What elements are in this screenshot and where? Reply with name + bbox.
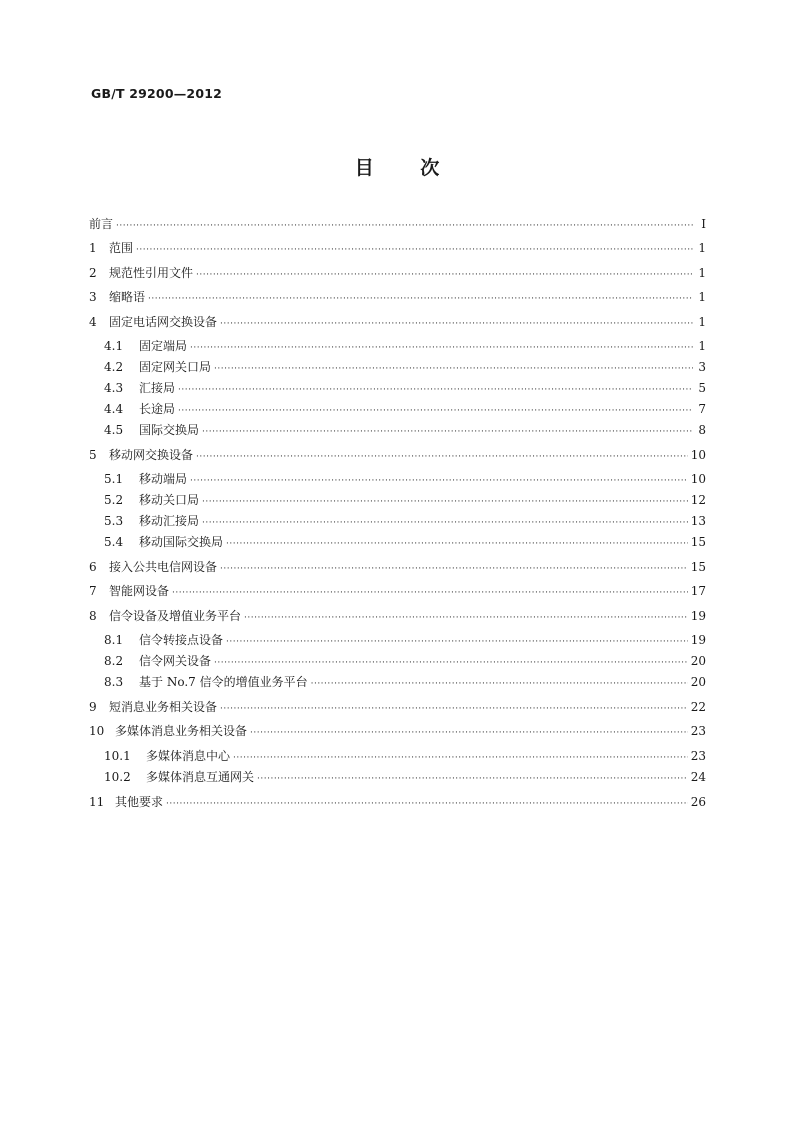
toc-entry[interactable] <box>89 313 706 330</box>
toc-entry[interactable] <box>89 512 706 529</box>
toc-entry-page: 12 <box>690 493 706 507</box>
toc-entry-label: 信令转接点设备 <box>139 633 224 647</box>
toc-entry-label: 短消息业务相关设备 <box>109 700 218 714</box>
toc-entry-page: 1 <box>698 241 706 255</box>
toc-entry[interactable] <box>89 673 706 690</box>
toc-entry-page: 1 <box>698 290 706 304</box>
toc-entry-number: 4.4 <box>104 402 124 416</box>
toc-entry-number: 1 <box>89 241 97 255</box>
toc-entry-label: 移动端局 <box>139 472 188 486</box>
toc-entry-label: 固定网关口局 <box>139 360 212 374</box>
toc-entry-page: 26 <box>690 795 706 809</box>
toc-entry-number: 2 <box>89 266 97 280</box>
toc-entry-label: 移动关口局 <box>139 493 200 507</box>
toc-entry[interactable] <box>89 358 706 375</box>
toc-entry[interactable] <box>89 558 706 575</box>
toc-entry-page: 23 <box>690 749 706 763</box>
toc-entry-page: 15 <box>690 560 706 574</box>
toc-entry-number: 7 <box>89 584 97 598</box>
toc-entry-page: 10 <box>690 448 706 462</box>
toc-entry[interactable] <box>89 239 706 256</box>
toc-entry-label: 接入公共电信网设备 <box>109 560 218 574</box>
toc-entry-page: 5 <box>698 381 706 395</box>
toc-dot-leader <box>202 497 688 507</box>
toc-entry-page: 20 <box>690 675 706 689</box>
toc-entry[interactable] <box>89 379 706 396</box>
toc-entry-label: 移动汇接局 <box>139 514 200 528</box>
toc-entry[interactable] <box>89 470 706 487</box>
toc-dot-leader <box>116 221 693 231</box>
toc-entry[interactable] <box>89 793 706 810</box>
toc-entry-number: 10.1 <box>104 749 131 763</box>
toc-entry-label: 信令设备及增值业务平台 <box>109 609 242 623</box>
toc-entry-number: 3 <box>89 290 97 304</box>
toc-entry-number: 8.1 <box>104 633 124 647</box>
toc-entry-label: 多媒体消息互通网关 <box>146 770 255 784</box>
toc-entry-label: 信令网关设备 <box>139 654 212 668</box>
toc-entry[interactable] <box>89 533 706 550</box>
toc-entry-label: 移动国际交换局 <box>139 535 224 549</box>
toc-entry-number: 5.2 <box>104 493 124 507</box>
toc-entry[interactable] <box>89 768 706 785</box>
toc-dot-leader <box>202 518 688 528</box>
toc-entry-number: 4.1 <box>104 339 124 353</box>
toc-entry-label: 规范性引用文件 <box>109 266 194 280</box>
toc-entry[interactable] <box>89 215 706 232</box>
toc-entry[interactable] <box>89 652 706 669</box>
toc-entry-label: 国际交换局 <box>139 423 200 437</box>
toc-entry-label: 多媒体消息中心 <box>146 749 231 763</box>
toc-entry-number: 10.2 <box>104 770 131 784</box>
toc-dot-leader <box>220 319 693 329</box>
toc-entry-page: 3 <box>698 360 706 374</box>
toc-dot-leader <box>220 704 688 714</box>
toc-dot-leader <box>166 799 688 809</box>
toc-entry-page: 15 <box>690 535 706 549</box>
toc-entry-page: 10 <box>690 472 706 486</box>
toc-dot-leader <box>214 658 688 668</box>
toc-dot-leader <box>250 728 688 738</box>
toc-entry[interactable] <box>89 337 706 354</box>
toc-entry-page: 19 <box>690 633 706 647</box>
toc-entry-number: 6 <box>89 560 97 574</box>
toc-entry[interactable] <box>89 421 706 438</box>
toc-entry-number: 5 <box>89 448 97 462</box>
toc-entry-page: 13 <box>690 514 706 528</box>
toc-entry[interactable] <box>89 631 706 648</box>
toc-entry-label: 固定电话网交换设备 <box>109 315 218 329</box>
standard-code: GB/T 29200—2012 <box>91 86 223 101</box>
toc-entry-label: 范围 <box>109 241 134 255</box>
toc-entry-number: 4.2 <box>104 360 124 374</box>
toc-entry-number: 9 <box>89 700 97 714</box>
page-title: 目 次 <box>354 157 440 179</box>
toc-entry-number: 5.4 <box>104 535 124 549</box>
toc-entry-label: 其他要求 <box>115 795 164 809</box>
toc-entry[interactable] <box>89 446 706 463</box>
toc-dot-leader <box>233 753 688 763</box>
toc-entry-label: 基于 No.7 信令的增值业务平台 <box>139 675 308 689</box>
toc-dot-leader <box>311 679 688 689</box>
toc-dot-leader <box>172 588 688 598</box>
toc-entry-label: 固定端局 <box>139 339 188 353</box>
toc-dot-leader <box>202 427 693 437</box>
toc-entry[interactable] <box>89 722 706 739</box>
toc-entry[interactable] <box>89 264 706 281</box>
toc-entry-page: 8 <box>698 423 706 437</box>
toc-entry[interactable] <box>89 288 706 305</box>
toc-entry-page: 24 <box>690 770 706 784</box>
toc-dot-leader <box>196 452 688 462</box>
toc-entry-page: 7 <box>698 402 706 416</box>
toc-dot-leader <box>136 245 693 255</box>
toc-entry[interactable] <box>89 582 706 599</box>
toc-entry[interactable] <box>89 491 706 508</box>
toc-entry-number: 11 <box>89 795 105 809</box>
toc-entry-page: 1 <box>698 339 706 353</box>
toc-entry-number: 8.3 <box>104 675 124 689</box>
toc-entry-number: 8 <box>89 609 97 623</box>
toc-dot-leader <box>190 343 693 353</box>
toc-entry[interactable] <box>89 747 706 764</box>
toc-entry-label: 多媒体消息业务相关设备 <box>115 724 248 738</box>
toc-dot-leader <box>148 294 693 304</box>
toc-entry-label: 缩略语 <box>109 290 146 304</box>
toc-dot-leader <box>196 270 693 280</box>
toc-entry-page: 20 <box>690 654 706 668</box>
toc-entry-page: 17 <box>690 584 706 598</box>
toc-entry-number: 8.2 <box>104 654 124 668</box>
toc-dot-leader <box>226 539 688 549</box>
toc-entry-number: 4 <box>89 315 97 329</box>
toc-dot-leader <box>190 476 688 486</box>
toc-entry-label: 汇接局 <box>139 381 176 395</box>
toc-entry[interactable] <box>89 607 706 624</box>
toc-entry-page: 1 <box>698 266 706 280</box>
toc-dot-leader <box>226 637 688 647</box>
toc-entry-page: 1 <box>698 315 706 329</box>
toc-entry[interactable] <box>89 400 706 417</box>
toc-dot-leader <box>244 613 688 623</box>
toc-entry[interactable] <box>89 698 706 715</box>
toc-entry-page: 19 <box>690 609 706 623</box>
toc-entry-label: 智能网设备 <box>109 584 170 598</box>
toc-dot-leader <box>220 564 688 574</box>
toc-entry-number: 4.5 <box>104 423 124 437</box>
toc-entry-number: 10 <box>89 724 105 738</box>
toc-entry-number: 4.3 <box>104 381 124 395</box>
toc-dot-leader <box>178 385 693 395</box>
toc-entry-number: 5.3 <box>104 514 124 528</box>
toc-entry-label: 移动网交换设备 <box>109 448 194 462</box>
toc-entry-number: 5.1 <box>104 472 124 486</box>
toc-entry-page: 22 <box>690 700 706 714</box>
toc-entry-page: Ⅰ <box>701 217 706 231</box>
toc-dot-leader <box>178 406 693 416</box>
toc-entry-label: 前言 <box>89 217 114 231</box>
toc-entry-label: 长途局 <box>139 402 176 416</box>
toc-dot-leader <box>214 364 693 374</box>
toc-entry-page: 23 <box>690 724 706 738</box>
toc-dot-leader <box>257 774 688 784</box>
